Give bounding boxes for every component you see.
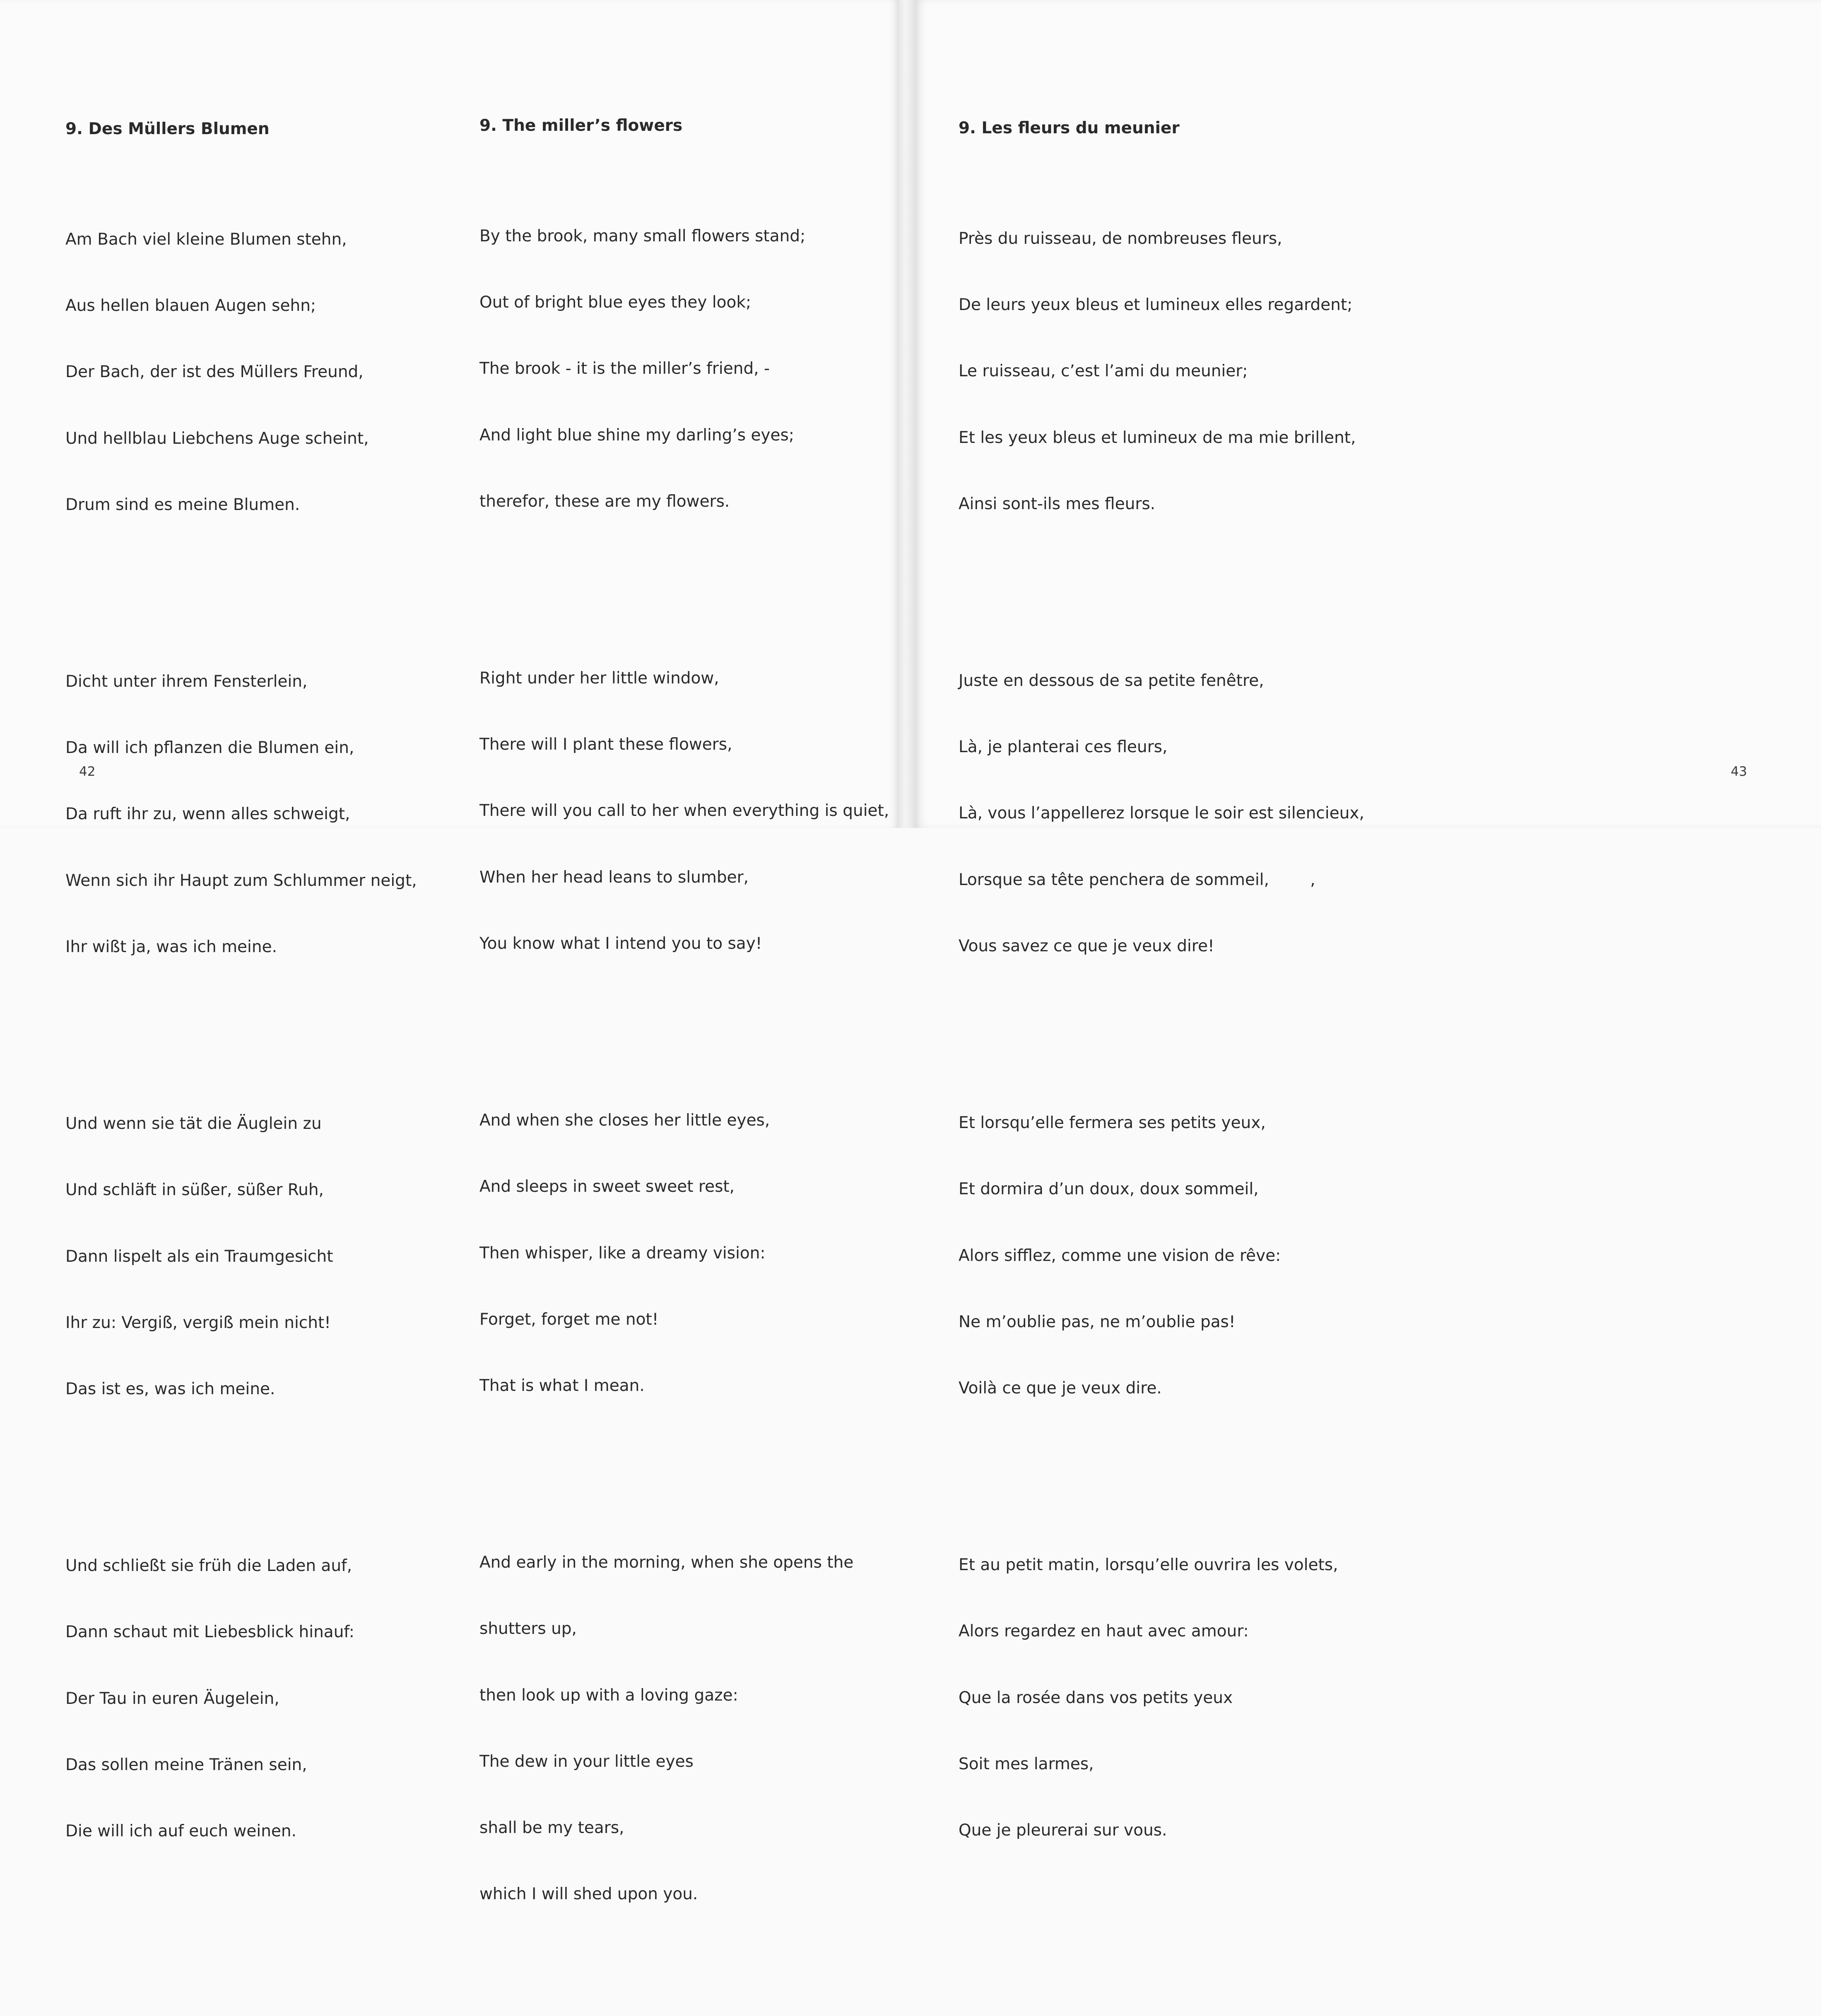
lyric-line: Forget, forget me not! [479,1310,659,1329]
lyric-line: And light blue shine my darling’s eyes; [479,426,795,445]
lyric-line: And early in the morning, when she opens the [479,1553,854,1572]
lyric-line: Lorsque sa tête penchera de sommeil, , [959,870,1315,889]
french-stanza-1 [959,183,1364,559]
german-stanza-2 [65,626,417,1002]
page-number-right: 43 [1731,764,1747,779]
english-lyrics [479,70,889,2016]
english-stanza-4 [479,1507,889,1949]
german-lyrics [65,74,417,1953]
lyric-line: then look up with a loving gaze: [479,1686,738,1705]
english-stanza-1 [479,181,889,557]
lyric-line: Et au petit matin, lorsqu’elle ouvrira les volets, [959,1556,1338,1575]
lyric-line: Juste en dessous de sa petite fenêtre, [959,671,1264,690]
lyric-line: That is what I mean. [479,1376,645,1395]
lyric-line: shutters up, [479,1619,577,1638]
lyric-line: Am Bach viel kleine Blumen stehn, [65,230,347,249]
english-stanza-3 [479,1065,889,1441]
german-stanza-1 [65,184,417,560]
lyric-line: Soit mes larmes, [959,1754,1094,1773]
lyric-line: therefor, these are my flowers. [479,492,730,511]
lyric-line: The brook - it is the miller’s friend, - [479,359,770,378]
lyric-line: Ihr zu: Vergiß, vergiß mein nicht! [65,1313,331,1332]
lyric-line: Out of bright blue eyes they look; [479,293,752,312]
english-stanza-2 [479,623,889,999]
lyric-line: shall be my tears, [479,1819,624,1838]
lyric-line: Alors sifflez, comme une vision de rêve: [959,1246,1281,1265]
english-title: 9. The miller’s flowers [479,116,683,135]
lyric-line: Que la rosée dans vos petits yeux [959,1688,1233,1707]
lyric-line: And sleeps in sweet sweet rest, [479,1177,735,1196]
lyric-line: By the brook, many small flowers stand; [479,226,806,245]
lyric-line: Dann schaut mit Liebesblick hinauf: [65,1623,354,1642]
lyric-line: Da will ich pflanzen die Blumen ein, [65,739,354,758]
lyric-line: Et les yeux bleus et lumineux de ma mie brillent, [959,428,1356,447]
lyric-line: Le ruisseau, c’est l’ami du meunier; [959,362,1248,381]
lyric-line: Das ist es, was ich meine. [65,1379,275,1398]
lyric-line: When her head leans to slumber, [479,868,749,887]
french-title: 9. Les fleurs du meunier [959,118,1180,137]
lyric-line: Ihr wißt ja, was ich meine. [65,937,277,956]
lyric-line: Alors regardez en haut avec amour: [959,1622,1249,1641]
lyric-line: Right under her little window, [479,669,719,688]
lyric-line: Et lorsqu’elle fermera ses petits yeux, [959,1114,1266,1133]
lyric-line: And when she closes her little eyes, [479,1111,770,1130]
lyric-line: Aus hellen blauen Augen sehn; [65,296,316,315]
lyric-line: Ainsi sont-ils mes fleurs. [959,494,1156,513]
book-gutter [898,0,915,828]
lyric-line: Und schließt sie früh die Laden auf, [65,1557,352,1576]
german-stanza-3 [65,1068,417,1444]
lyric-line: Das sollen meine Tränen sein, [65,1755,307,1774]
french-stanza-4 [959,1510,1364,1886]
lyric-line: Then whisper, like a dreamy vision: [479,1244,766,1263]
lyric-line: Da ruft ihr zu, wenn alles schweigt, [65,805,350,824]
lyric-line: Dann lispelt als ein Traumgesicht [65,1247,333,1266]
french-lyrics [959,73,1364,1952]
lyric-line: Voilà ce que je veux dire. [959,1378,1162,1398]
lyric-line: Wenn sich ihr Haupt zum Schlummer neigt, [65,871,417,890]
lyric-line: De leurs yeux bleus et lumineux elles regardent; [959,296,1353,315]
lyric-line: Und schläft in süßer, süßer Ruh, [65,1181,324,1200]
lyric-line: Là, je planterai ces fleurs, [959,738,1168,757]
lyric-line: There will I plant these flowers, [479,735,732,754]
lyric-line: which I will shed upon you. [479,1885,698,1904]
lyric-line: Vous savez ce que je veux dire! [959,936,1214,955]
lyric-line: Ne m’oublie pas, ne m’oublie pas! [959,1312,1236,1331]
lyric-line: There will you call to her when everything is quiet, [479,801,889,820]
lyric-line: Dicht unter ihrem Fensterlein, [65,672,308,691]
lyric-line: You know what I intend you to say! [479,934,762,953]
lyric-line: Et dormira d’un doux, doux sommeil, [959,1180,1259,1199]
lyric-line: Là, vous l’appellerez lorsque le soir est silencieux, [959,804,1364,823]
lyric-line: Drum sind es meine Blumen. [65,495,300,514]
left-page [0,0,898,1904]
lyric-line: Die will ich auf euch weinen. [65,1822,297,1841]
german-stanza-4 [65,1511,417,1886]
lyric-line: Und hellblau Liebchens Auge scheint, [65,429,369,448]
french-stanza-3 [959,1068,1364,1443]
lyric-line: Und wenn sie tät die Äuglein zu [65,1114,322,1133]
german-title: 9. Des Müllers Blumen [65,119,270,138]
lyric-line: Der Bach, der ist des Müllers Freund, [65,363,364,382]
lyric-line: Près du ruisseau, de nombreuses fleurs, [959,229,1282,248]
lyric-line: The dew in your little eyes [479,1752,694,1771]
lyric-line: Der Tau in euren Äugelein, [65,1689,279,1708]
french-stanza-2 [959,625,1364,1001]
page-number-left: 42 [79,764,96,779]
lyric-line: Que je pleurerai sur vous. [959,1821,1167,1840]
